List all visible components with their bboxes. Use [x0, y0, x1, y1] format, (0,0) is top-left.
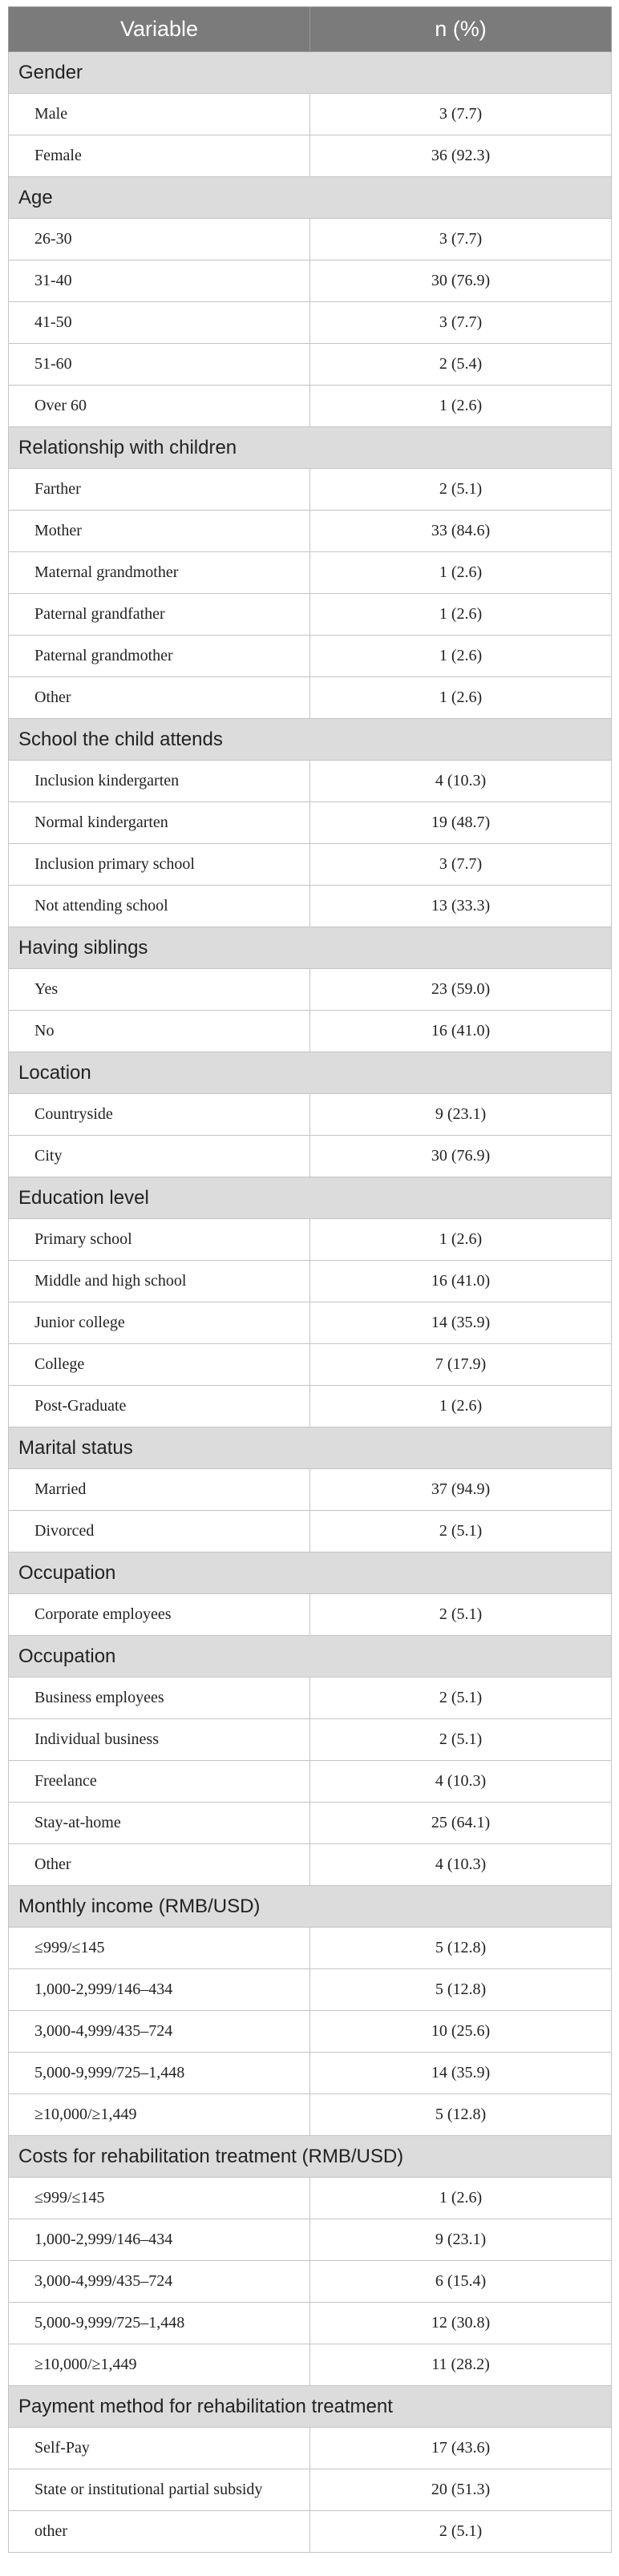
- variable-label: Mother: [9, 511, 310, 552]
- section-title: Payment method for rehabilitation treatment: [9, 2386, 612, 2428]
- variable-label: ≤999/≤145: [9, 2178, 310, 2219]
- variable-label: Countryside: [9, 1094, 310, 1136]
- table-row: [9, 1094, 612, 1136]
- table-row: [9, 2344, 612, 2386]
- n-percent-value: 2 (5.1): [310, 1719, 612, 1761]
- variable-label: 51-60: [9, 344, 310, 386]
- table-row: [9, 1219, 612, 1261]
- variable-label: Over 60: [9, 386, 310, 427]
- table-row: [9, 1761, 612, 1803]
- n-percent-value: 19 (48.7): [310, 802, 612, 844]
- table-row: [9, 386, 612, 427]
- section-header-row: [9, 427, 612, 469]
- n-percent-value: 9 (23.1): [310, 2219, 612, 2261]
- n-percent-value: 20 (51.3): [310, 2469, 612, 2511]
- variable-label: 3,000-4,999/435–724: [9, 2011, 310, 2053]
- n-percent-value: 36 (92.3): [310, 135, 612, 177]
- table-row: [9, 94, 612, 135]
- table-row: [9, 2011, 612, 2053]
- variable-label: Inclusion kindergarten: [9, 761, 310, 802]
- variable-label: Inclusion primary school: [9, 844, 310, 886]
- n-percent-value: 14 (35.9): [310, 2053, 612, 2094]
- section-title: School the child attends: [9, 719, 612, 761]
- n-percent-value: 1 (2.6): [310, 594, 612, 636]
- table-row: [9, 1594, 612, 1636]
- table-row: [9, 219, 612, 260]
- section-header-row: [9, 1177, 612, 1219]
- variable-label: 31-40: [9, 260, 310, 302]
- n-percent-value: 37 (94.9): [310, 1469, 612, 1511]
- table-row: [9, 969, 612, 1011]
- table-row: [9, 1844, 612, 1886]
- table-row: [9, 886, 612, 927]
- variable-label: Business employees: [9, 1678, 310, 1719]
- section-title: Costs for rehabilitation treatment (RMB/USD): [9, 2136, 612, 2178]
- n-percent-value: 10 (25.6): [310, 2011, 612, 2053]
- n-percent-value: 3 (7.7): [310, 94, 612, 135]
- section-header-row: [9, 1636, 612, 1678]
- n-percent-value: 13 (33.3): [310, 886, 612, 927]
- variable-label: Paternal grandmother: [9, 636, 310, 677]
- n-percent-value: 3 (7.7): [310, 219, 612, 260]
- variable-label: 3,000-4,999/435–724: [9, 2261, 310, 2303]
- table-row: [9, 2053, 612, 2094]
- table-row: [9, 802, 612, 844]
- table-row: [9, 1344, 612, 1386]
- n-percent-value: 2 (5.1): [310, 469, 612, 511]
- variable-label: Male: [9, 94, 310, 135]
- n-percent-value: 12 (30.8): [310, 2303, 612, 2344]
- n-percent-value: 1 (2.6): [310, 386, 612, 427]
- variable-label: Not attending school: [9, 886, 310, 927]
- section-title: Monthly income (RMB/USD): [9, 1886, 612, 1928]
- variable-label: 1,000-2,999/146–434: [9, 1969, 310, 2011]
- section-title: Marital status: [9, 1427, 612, 1469]
- n-percent-value: 2 (5.4): [310, 344, 612, 386]
- n-percent-value: 4 (10.3): [310, 1844, 612, 1886]
- table-row: [9, 135, 612, 177]
- table-row: [9, 2261, 612, 2303]
- variable-label: Maternal grandmother: [9, 552, 310, 594]
- table-header-row: [9, 7, 612, 52]
- n-percent-value: 5 (12.8): [310, 1928, 612, 1969]
- table-body: [9, 52, 612, 2553]
- section-title: Gender: [9, 52, 612, 94]
- table-row: [9, 1928, 612, 1969]
- table-row: [9, 1678, 612, 1719]
- n-percent-value: 1 (2.6): [310, 677, 612, 719]
- table-row: [9, 594, 612, 636]
- n-percent-value: 6 (15.4): [310, 2261, 612, 2303]
- table-row: [9, 2469, 612, 2511]
- section-title: Having siblings: [9, 927, 612, 969]
- table-row: [9, 260, 612, 302]
- table-row: [9, 2428, 612, 2469]
- n-percent-value: 17 (43.6): [310, 2428, 612, 2469]
- n-percent-value: 1 (2.6): [310, 1219, 612, 1261]
- table-row: [9, 344, 612, 386]
- variable-label: Primary school: [9, 1219, 310, 1261]
- table-row: [9, 2303, 612, 2344]
- variable-label: 41-50: [9, 302, 310, 344]
- variable-label: State or institutional partial subsidy: [9, 2469, 310, 2511]
- section-header-row: [9, 1427, 612, 1469]
- variable-label: Paternal grandfather: [9, 594, 310, 636]
- table-row: [9, 1511, 612, 1552]
- section-title: Relationship with children: [9, 427, 612, 469]
- table-row: [9, 677, 612, 719]
- section-header-row: [9, 1886, 612, 1928]
- variable-label: Other: [9, 1844, 310, 1886]
- n-percent-value: 7 (17.9): [310, 1344, 612, 1386]
- column-header-n-percent: n (%): [310, 7, 612, 52]
- table-row: [9, 1719, 612, 1761]
- variable-label: City: [9, 1136, 310, 1177]
- section-header-row: [9, 1052, 612, 1094]
- section-header-row: [9, 927, 612, 969]
- table-row: [9, 2178, 612, 2219]
- n-percent-value: 30 (76.9): [310, 1136, 612, 1177]
- section-title: Location: [9, 1052, 612, 1094]
- n-percent-value: 1 (2.6): [310, 636, 612, 677]
- variable-label: Married: [9, 1469, 310, 1511]
- variable-label: ≥10,000/≥1,449: [9, 2094, 310, 2136]
- n-percent-value: 3 (7.7): [310, 302, 612, 344]
- table-row: [9, 1011, 612, 1052]
- n-percent-value: 23 (59.0): [310, 969, 612, 1011]
- table-row: [9, 2094, 612, 2136]
- variable-label: Divorced: [9, 1511, 310, 1552]
- section-title: Age: [9, 177, 612, 219]
- n-percent-value: 2 (5.1): [310, 1594, 612, 1636]
- variable-label: Female: [9, 135, 310, 177]
- variable-label: 5,000-9,999/725–1,448: [9, 2053, 310, 2094]
- table-row: [9, 1136, 612, 1177]
- table-row: [9, 761, 612, 802]
- n-percent-value: 9 (23.1): [310, 1094, 612, 1136]
- section-header-row: [9, 2136, 612, 2178]
- section-header-row: [9, 1552, 612, 1594]
- n-percent-value: 4 (10.3): [310, 1761, 612, 1803]
- table-row: [9, 469, 612, 511]
- n-percent-value: 16 (41.0): [310, 1011, 612, 1052]
- table-row: [9, 1803, 612, 1844]
- n-percent-value: 1 (2.6): [310, 552, 612, 594]
- section-title: Education level: [9, 1177, 612, 1219]
- table-row: [9, 302, 612, 344]
- variable-label: 26-30: [9, 219, 310, 260]
- n-percent-value: 2 (5.1): [310, 1678, 612, 1719]
- variable-label: Normal kindergarten: [9, 802, 310, 844]
- n-percent-value: 1 (2.6): [310, 2178, 612, 2219]
- n-percent-value: 33 (84.6): [310, 511, 612, 552]
- n-percent-value: 1 (2.6): [310, 1386, 612, 1427]
- table-row: [9, 552, 612, 594]
- table-row: [9, 636, 612, 677]
- variable-label: College: [9, 1344, 310, 1386]
- table-row: [9, 844, 612, 886]
- table-row: [9, 1386, 612, 1427]
- variable-label: Corporate employees: [9, 1594, 310, 1636]
- variable-label: ≤999/≤145: [9, 1928, 310, 1969]
- variable-label: 1,000-2,999/146–434: [9, 2219, 310, 2261]
- table-row: [9, 1261, 612, 1302]
- demographics-table: [8, 6, 612, 2553]
- variable-label: Middle and high school: [9, 1261, 310, 1302]
- n-percent-value: 5 (12.8): [310, 2094, 612, 2136]
- variable-label: ≥10,000/≥1,449: [9, 2344, 310, 2386]
- variable-label: Stay-at-home: [9, 1803, 310, 1844]
- variable-label: other: [9, 2511, 310, 2553]
- section-title: Occupation: [9, 1636, 612, 1678]
- variable-label: Freelance: [9, 1761, 310, 1803]
- table-row: [9, 2511, 612, 2553]
- column-header-variable: Variable: [9, 7, 310, 52]
- variable-label: Yes: [9, 969, 310, 1011]
- n-percent-value: 14 (35.9): [310, 1302, 612, 1344]
- n-percent-value: 25 (64.1): [310, 1803, 612, 1844]
- table-row: [9, 511, 612, 552]
- section-header-row: [9, 52, 612, 94]
- n-percent-value: 2 (5.1): [310, 1511, 612, 1552]
- table-row: [9, 2219, 612, 2261]
- variable-label: No: [9, 1011, 310, 1052]
- variable-label: Junior college: [9, 1302, 310, 1344]
- section-header-row: [9, 177, 612, 219]
- n-percent-value: 11 (28.2): [310, 2344, 612, 2386]
- table-row: [9, 1302, 612, 1344]
- variable-label: Post-Graduate: [9, 1386, 310, 1427]
- variable-label: Other: [9, 677, 310, 719]
- section-title: Occupation: [9, 1552, 612, 1594]
- section-header-row: [9, 719, 612, 761]
- n-percent-value: 5 (12.8): [310, 1969, 612, 2011]
- n-percent-value: 2 (5.1): [310, 2511, 612, 2553]
- variable-label: Farther: [9, 469, 310, 511]
- variable-label: Self-Pay: [9, 2428, 310, 2469]
- variable-label: Individual business: [9, 1719, 310, 1761]
- section-header-row: [9, 2386, 612, 2428]
- n-percent-value: 4 (10.3): [310, 761, 612, 802]
- variable-label: 5,000-9,999/725–1,448: [9, 2303, 310, 2344]
- n-percent-value: 3 (7.7): [310, 844, 612, 886]
- table-row: [9, 1969, 612, 2011]
- n-percent-value: 16 (41.0): [310, 1261, 612, 1302]
- n-percent-value: 30 (76.9): [310, 260, 612, 302]
- table-row: [9, 1469, 612, 1511]
